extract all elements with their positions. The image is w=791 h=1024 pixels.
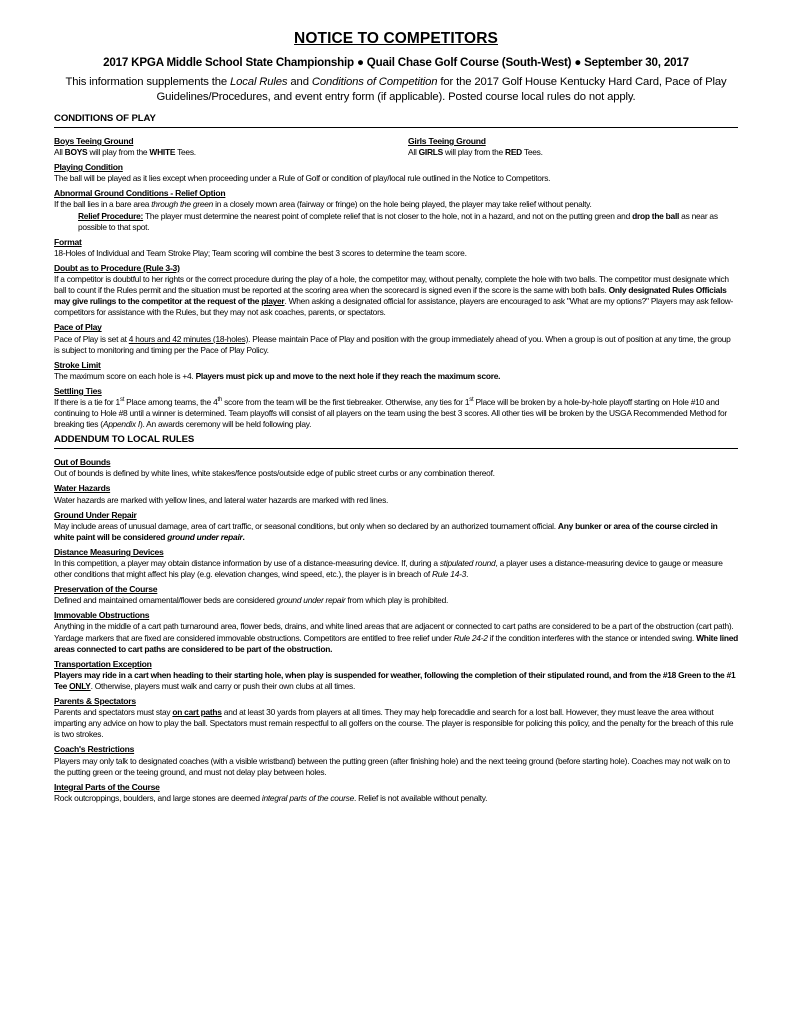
- immovable-obstructions-heading: Immovable Obstructions: [54, 610, 150, 621]
- ground-under-repair-heading: Ground Under Repair: [54, 509, 137, 520]
- playing-condition-block: [54, 162, 738, 184]
- out-of-bounds-block: [54, 457, 738, 479]
- text-run: ground under repair: [167, 531, 243, 542]
- section-addendum-local-rules: ADDENDUM TO LOCAL RULES: [54, 434, 738, 449]
- parents-spectators-text: [54, 707, 738, 740]
- immovable-obstructions-block: [54, 610, 738, 654]
- integral-parts-block: [54, 782, 738, 804]
- text-run: Tees.: [175, 147, 196, 158]
- text-run: May include areas of unusual damage, area of cart traffic, or seasonal conditions, but only when so declared by an authorized tournament official.: [54, 520, 558, 531]
- preservation-heading: Preservation of the Course: [54, 584, 158, 595]
- immovable-obstructions-text: [54, 621, 738, 654]
- text-run: .: [242, 531, 245, 542]
- text-run: Parents and spectators must stay: [54, 707, 173, 718]
- abnormal-ground-heading: Abnormal Ground Conditions - Relief Option: [54, 188, 226, 199]
- integral-parts-text: [54, 793, 738, 804]
- intro-paragraph: [54, 75, 738, 104]
- event-subtitle: 2017 KPGA Middle School State Championship ● Quail Chase Golf Course (South-West) ● September 30, 2017: [103, 56, 689, 69]
- coach-restrictions-heading: Coach's Restrictions: [54, 744, 135, 755]
- text-run: White lined areas connected to cart paths are considered to be part of the obstruction.: [54, 632, 738, 654]
- boys-heading: Boys Teeing Ground: [54, 136, 134, 146]
- distance-devices-heading: Distance Measuring Devices: [54, 546, 164, 557]
- text-run: as near as possible to that spot.: [78, 210, 718, 232]
- integral-parts-heading: Integral Parts of the Course: [54, 781, 160, 792]
- doubt-procedure-heading: Doubt as to Procedure (Rule 3-3): [54, 262, 180, 273]
- distance-devices-text: [54, 558, 738, 580]
- text-run: Rule 14-3: [431, 569, 467, 580]
- text-run: If the ball lies in a bare area: [54, 199, 152, 210]
- settling-ties-heading: Settling Ties: [54, 385, 102, 396]
- water-hazards-heading: Water Hazards: [54, 483, 111, 494]
- teeing-ground-block: [54, 136, 738, 158]
- intro-text: This information supplements the: [65, 76, 231, 88]
- text-run: through the green: [151, 199, 214, 210]
- intro-text: and: [287, 76, 312, 88]
- text-run: Place will be broken by a hole-by-hole playoff starting on Hole #10 and continuing to Hole #8 until a winner is determined. Team playoffs will consist of all players on the team using the best 3 scores. All other ties will be broken by the USGA Recommended Method for breaking ties (: [54, 396, 727, 430]
- out-of-bounds-heading: Out of Bounds: [54, 457, 111, 468]
- transportation-text: [54, 670, 738, 692]
- text-run: st: [469, 397, 474, 404]
- girls-text: [408, 147, 738, 158]
- coach-restrictions-block: [54, 744, 738, 777]
- water-hazards-block: [54, 483, 738, 505]
- text-run: ONLY: [69, 680, 91, 691]
- stroke-limit-text: [54, 371, 738, 382]
- text-run: th: [217, 397, 222, 404]
- parents-spectators-block: [54, 696, 738, 740]
- text-run: . Otherwise, players must walk and carry or push their own clubs at all times.: [90, 680, 356, 691]
- text-run: st: [119, 397, 125, 404]
- doubt-procedure-block: [54, 263, 738, 318]
- intro-conditions: Conditions of Competition: [311, 76, 438, 88]
- boys-teeing-ground: [54, 136, 396, 158]
- parents-spectators-heading: Parents & Spectators: [54, 696, 136, 707]
- text-run: Tees.: [521, 147, 543, 158]
- preservation-text: [54, 595, 738, 606]
- text-run: .: [466, 569, 469, 580]
- text-run: , a player uses a distance-measuring device to gauge or measure other conditions that might affect his play (e.g. elevation changes, wind speed, etc.), the player is in breach of: [54, 558, 723, 580]
- playing-condition-text: The ball will be played as it lies except when proceeding under a Rule of Golf or condition of play/local rule outlined in the Notice to Competitors.: [54, 173, 551, 184]
- out-of-bounds-text: Out of bounds is defined by white lines, white stakes/fence posts/outside edge of public street curbs or any combination thereof.: [54, 468, 495, 479]
- playing-condition-heading: Playing Condition: [54, 162, 123, 173]
- text-run: if the condition interferes with the stance or intended swing.: [487, 632, 697, 643]
- girls-teeing-ground: [396, 136, 738, 158]
- stroke-limit-heading: Stroke Limit: [54, 359, 101, 370]
- settling-ties-text: [54, 397, 738, 430]
- coach-restrictions-text: Players may only talk to designated coaches (with a visible wristband) between the putting green (after finishing hole) and the next teeing ground (before starting hole). Coaches may not walk on to the putting green or the teeing ground, and must not delay play between holes.: [54, 755, 731, 777]
- text-run: All: [408, 147, 419, 158]
- text-run: In this competition, a player may obtain distance information by use of a distance-measuring device. If, during a: [54, 558, 440, 568]
- abnormal-ground-text: [54, 199, 738, 210]
- text-run: GIRLS: [418, 147, 443, 158]
- text-run: integral parts of the course: [261, 792, 354, 803]
- transportation-block: [54, 659, 738, 692]
- text-run: Appendix I: [102, 419, 140, 430]
- pace-of-play-block: [54, 322, 738, 355]
- text-run: drop the ball: [632, 210, 680, 221]
- text-run: will play from the: [442, 147, 506, 158]
- text-run: All: [54, 147, 65, 158]
- text-run: Players may ride in a cart when heading to their starting hole, when play is suspended for weather, following the completion of their stipulated round, and from the #18 Green to the #1 Tee: [54, 669, 736, 691]
- document-title: NOTICE TO COMPETITORS: [294, 30, 498, 47]
- ground-under-repair-block: [54, 510, 738, 543]
- preservation-block: [54, 584, 738, 606]
- text-run: WHITE: [149, 147, 176, 158]
- text-run: Players must pick up and move to the next hole if they reach the maximum score.: [195, 370, 501, 381]
- text-run: Any bunker or area of the course circled in white paint will be considered: [54, 520, 718, 542]
- settling-ties-block: [54, 386, 738, 430]
- distance-devices-block: [54, 547, 738, 580]
- text-run: in a closely mown area (fairway or fringe) on the hole being played, the player may take relief without penalty.: [213, 199, 592, 210]
- abnormal-ground-block: [54, 188, 738, 232]
- text-run: Rule 24-2: [453, 632, 488, 643]
- text-run: If a competitor is doubtful to her rights or the correct procedure during the play of a hole, the competitor may, without penalty, complete the hole with two balls. The competitor must designate which ball to count if the Rules permit and the situation must be reported at the scoring area when the scorecard is signed even if the score is the same with both balls.: [54, 274, 729, 296]
- ground-under-repair-text: [54, 521, 738, 543]
- text-run: Pace of Play is set at: [54, 333, 129, 344]
- pace-of-play-text: [54, 334, 738, 356]
- pace-of-play-heading: Pace of Play: [54, 322, 102, 333]
- text-run: . When asking a designated official for assistance, players are encouraged to ask "What are my options?" Players may ask fellow-competitors for assistance with the Rules, but they may not ask coaches, parents, or spectators.: [54, 296, 734, 318]
- text-run: score from the team will be the first tiebreaker. Otherwise, any ties for 1: [222, 396, 470, 407]
- text-run: ). An awards ceremony will be held following play.: [139, 419, 312, 430]
- text-run: player: [261, 296, 285, 307]
- text-run: . Relief is not available without penalty.: [354, 792, 488, 803]
- text-run: RED: [505, 147, 522, 158]
- text-run: 4 hours and 42 minutes (18-holes): [128, 333, 249, 344]
- notice-document: [54, 30, 738, 804]
- text-run: The maximum score on each hole is +4.: [54, 370, 196, 381]
- relief-procedure-text: [54, 211, 738, 233]
- transportation-heading: Transportation Exception: [54, 658, 152, 669]
- girls-heading: Girls Teeing Ground: [408, 136, 486, 146]
- section-conditions-of-play: CONDITIONS OF PLAY: [54, 113, 738, 128]
- text-run: Place among teams, the 4: [124, 396, 218, 407]
- text-run: will play from the: [87, 147, 150, 158]
- text-run: and at least 30 yards from players at all times. They may help forecaddie and search for a lost ball. However, they must leave the area without imparting any advice on how to play the ball. Spectators must remain respectful to all golfers on the course. The player is responsible for policing this policy, and the penalty for the breach of this rule is two strokes.: [54, 707, 734, 740]
- stroke-limit-block: [54, 360, 738, 382]
- doubt-procedure-text: [54, 274, 738, 318]
- text-run: Anything in the middle of a cart path turnaround area, flower beds, drains, and white lined areas that are adjacent or connected to cart paths are considered to be a part of the obstruction (cart path). Yardage markers that are fixed are considered immovable obstructions. Competitors are entitled to free relief under: [54, 621, 734, 643]
- water-hazards-text: Water hazards are marked with yellow lines, and lateral water hazards are marked with red lines.: [54, 494, 389, 505]
- relief-procedure-label: Relief Procedure:: [78, 210, 144, 221]
- intro-local-rules: Local Rules: [230, 76, 288, 88]
- format-text: 18-Holes of Individual and Team Stroke Play; Team scoring will combine the best 3 scores to determine the team score.: [54, 247, 467, 258]
- intro-text: for the 2017 Golf House Kentucky Hard Card, Pace of Play Guidelines/Procedures, and event entry form (if applicable). Posted course local rules do not apply.: [156, 76, 727, 103]
- text-run: Only designated Rules Officials may give rulings to the competitor at the request of the: [54, 285, 727, 307]
- text-run: stipulated round: [439, 558, 496, 568]
- format-heading: Format: [54, 236, 82, 247]
- text-run: Defined and maintained ornamental/flower beds are considered: [54, 595, 277, 606]
- text-run: If there is a tie for 1: [54, 396, 120, 407]
- text-run: ground under repair: [276, 595, 346, 606]
- text-run: Rock outcroppings, boulders, and large stones are deemed: [54, 792, 262, 803]
- text-run: The player must determine the nearest point of complete relief that is not closer to the hole, not in a hazard, and not on the putting green and: [143, 210, 633, 221]
- boys-text: [54, 147, 396, 158]
- format-block: [54, 237, 738, 259]
- text-run: from which play is prohibited.: [345, 595, 449, 606]
- text-run: . Please maintain Pace of Play and position with the group immediately ahead of you. When a group is out of position at any time, the group is subject to monitoring and timing per the Pace of Play Policy.: [54, 333, 731, 355]
- text-run: on cart paths: [172, 707, 222, 718]
- text-run: BOYS: [64, 147, 88, 158]
